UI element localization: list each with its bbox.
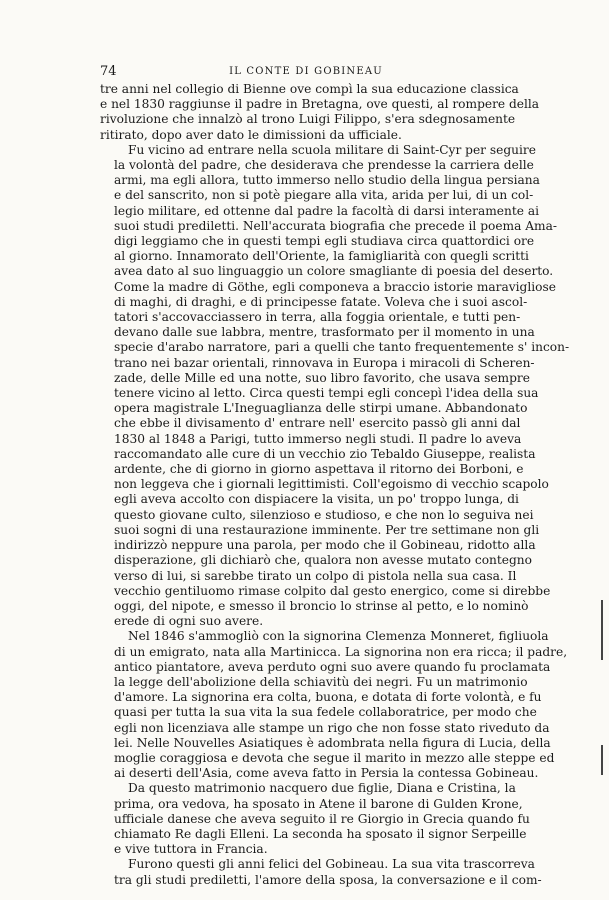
text-line: Da questo matrimonio nacquero due figlie, Diana e Cristina, la [128, 781, 516, 796]
text-line: antico piantatore, aveva perduto ogni suo avere quando fu proclamata [114, 659, 551, 674]
text-line: e vive tuttora in Francia. [114, 842, 268, 857]
text-line: e del sanscrito, non si potè piegare alla vita, arida per lui, di un col- [114, 188, 534, 203]
text-line: e nel 1830 raggiunse il padre in Bretagna, ove questi, al rompere della [100, 97, 540, 112]
text-line: legio militare, ed ottenne dal padre la facoltà di darsi interamente ai [114, 203, 539, 218]
paragraph [100, 629, 568, 781]
text-line: tre anni nel collegio di Bienne ove compì la sua educazione classica [100, 82, 519, 96]
text-line: egli non licenziava alle stampe un rigo che non fosse stato riveduto da [114, 720, 550, 735]
text-line: questo giovane culto, silenzioso e studioso, e che non lo seguiva nei [114, 507, 534, 522]
text-line: tra gli studi prediletti, l'amore della sposa, la conversazione e il com- [114, 872, 542, 887]
text-line: la volontà del padre, che desiderava che prendesse la carriera delle [114, 158, 534, 173]
paragraph [100, 781, 530, 857]
text-line: che ebbe il divisamento d' entrare nell' esercito passò gli anni dal [114, 416, 521, 431]
text-line: ardente, che di giorno in giorno aspettava il ritorno dei Borboni, e [114, 462, 524, 477]
text-line: devano dalle sue labbra, mentre, trasformato per il momento in una [114, 325, 535, 340]
text-line: verso di lui, si sarebbe tirato un colpo di pistola nella sua casa. Il [114, 568, 517, 583]
running-title: IL CONTE DI GOBINEAU [229, 66, 383, 77]
page-edge-mark [601, 745, 603, 775]
text-line: tatori s'accovacciassero in terra, alla foggia orientale, e tutti pen- [114, 310, 521, 325]
text-line: egli aveva accolto con dispiacere la visita, un po' troppo lunga, di [114, 492, 519, 507]
text-line: avea dato al suo linguaggio un colore smagliante di poesia del deserto. [114, 264, 554, 279]
text-line: specie d'arabo narratore, pari a quelli che tanto frequentemente s' incon- [114, 340, 570, 355]
text-line: 1830 al 1848 a Parigi, tutto immerso negli studi. Il padre lo aveva [114, 431, 522, 446]
text-line: tenere vicino al letto. Circa questi tempi egli concepì l'idea della sua [114, 386, 539, 401]
paragraph [100, 857, 542, 887]
text-line: quasi per tutta la sua vita la sua fedele collaboratrice, per modo che [114, 705, 537, 720]
text-line: ai deserti dell'Asia, come aveva fatto in Persia la contessa Gobineau. [114, 766, 539, 781]
text-line: chiamato Re dagli Elleni. La seconda ha sposato il signor Serpeille [114, 826, 527, 841]
text-line: di maghi, di draghi, e di principesse fatate. Voleva che i suoi ascol- [114, 294, 528, 309]
text-line: moglie coraggiosa e devota che segue il marito in mezzo alle steppe ed [114, 750, 555, 765]
text-line: erede di ogni suo avere. [114, 614, 264, 629]
text-line: digi leggiamo che in questi tempi egli studiava circa quattordici ore [114, 234, 535, 249]
text-line: Come la madre di Göthe, egli componeva a braccio istorie maravigliose [114, 279, 556, 294]
text-line: ufficiale danese che aveva seguito il re Giorgio in Grecia quando fu [114, 811, 530, 826]
text-line: trano nei bazar orientali, rinnovava in Europa i miracoli di Scheren- [114, 355, 535, 370]
text-line: indirizzò neppure una parola, per modo che il Gobineau, ridotto alla [114, 538, 536, 553]
text-line: di un emigrato, nata alla Martinicca. La signorina non era ricca; il padre, [114, 644, 568, 659]
text-line: suoi sogni di una restaurazione imminente. Per tre settimane non gli [114, 522, 540, 537]
text-line: suoi studi prediletti. Nell'accurata biografia che precede il poema Ama- [114, 218, 557, 233]
text-line: prima, ora vedova, ha sposato in Atene il barone di Gulden Krone, [114, 796, 523, 811]
text-line: armi, ma egli allora, tutto immerso nello studio della lingua persiana [114, 173, 540, 188]
text-line: rivoluzione che innalzò al trono Luigi Filippo, s'era sdegnosamente [100, 112, 516, 127]
text-line: raccomandato alle cure di un vecchio zio Tebaldo Giuseppe, realista [114, 446, 536, 461]
text-line: d'amore. La signorina era colta, buona, e dotata di forte volontà, e fu [114, 690, 542, 705]
page-number: 74 [100, 64, 117, 79]
text-line: zade, delle Mille ed una notte, suo libro favorito, che usava sempre [114, 370, 530, 385]
text-line: disperazione, gli dichiarò che, qualora non avesse mutato contegno [114, 553, 532, 568]
book-page [100, 64, 570, 888]
running-head [100, 64, 512, 82]
text-line: non leggeva che i giornali legittimisti. Coll'egoismo di vecchio scapolo [114, 477, 549, 492]
paragraph [100, 82, 540, 143]
text-line: lei. Nelle Nouvelles Asiatiques è adombrata nella figura di Lucia, della [114, 735, 551, 750]
paragraph [100, 142, 570, 630]
text-line: la legge dell'abolizione della schiavitù dei negri. Fu un matrimonio [114, 674, 528, 689]
text-line: al giorno. Innamorato dell'Oriente, la famigliarità con quegli scritti [114, 249, 529, 264]
text-line: Fu vicino ad entrare nella scuola militare di Saint-Cyr per seguire [128, 142, 536, 157]
text-line: Nel 1846 s'ammogliò con la signorina Clemenza Monneret, figliuola [128, 629, 549, 644]
text-line: oggi, del nipote, e smesso il broncio lo strinse al petto, e lo nominò [114, 598, 529, 613]
text-line: ritirato, dopo aver dato le dimissioni da ufficiale. [100, 127, 402, 142]
page-edge-mark [601, 600, 603, 660]
text-line: vecchio gentiluomo rimase colpito dal gesto energico, come si direbbe [114, 583, 551, 598]
text-line: Furono questi gli anni felici del Gobineau. La sua vita trascorreva [128, 857, 535, 872]
body-text [100, 82, 570, 888]
text-line: opera magistrale L'Ineguaglianza delle stirpi umane. Abbandonato [114, 401, 528, 416]
